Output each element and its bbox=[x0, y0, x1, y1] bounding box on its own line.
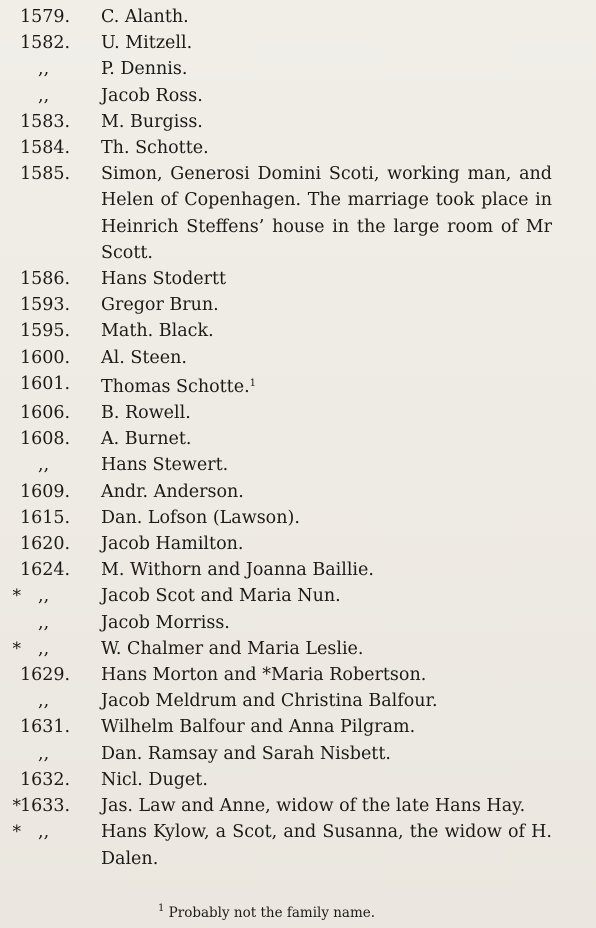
entry-year: ,, bbox=[38, 822, 50, 843]
register-entry bbox=[0, 426, 596, 452]
register-entry bbox=[0, 83, 596, 109]
entry-year: 1631. bbox=[20, 717, 71, 738]
entry-year: ,, bbox=[38, 59, 50, 80]
entry-year: ,, bbox=[38, 586, 50, 607]
entry-year: 1585. bbox=[20, 164, 71, 185]
entry-names: Thomas Schotte. bbox=[101, 376, 250, 397]
entry-year: 1624. bbox=[20, 560, 71, 581]
register-entry bbox=[0, 714, 596, 740]
entry-year: ,, bbox=[38, 612, 50, 633]
entry-names: Dan. Ramsay and Sarah Nisbett. bbox=[101, 743, 391, 764]
register-entry bbox=[0, 505, 596, 531]
asterisk-marker: * bbox=[12, 586, 21, 607]
entry-year: 1608. bbox=[20, 429, 71, 450]
entry-year: 1582. bbox=[20, 33, 71, 54]
register-entry bbox=[0, 531, 596, 557]
register-entry bbox=[0, 292, 596, 318]
entry-year: 1595. bbox=[20, 321, 71, 342]
entry-names: C. Alanth. bbox=[101, 7, 189, 27]
entry-year: 1600. bbox=[20, 347, 71, 368]
register-entry bbox=[0, 636, 596, 662]
entry-names: Th. Schotte. bbox=[101, 138, 209, 159]
register-entry bbox=[0, 819, 596, 871]
entry-names: Nicl. Duget. bbox=[101, 769, 208, 790]
entry-year: ,, bbox=[38, 743, 50, 764]
entry-names: Jacob Ross. bbox=[101, 85, 203, 106]
entry-year: ,, bbox=[38, 455, 50, 476]
entry-names: Jacob Morriss. bbox=[101, 612, 230, 633]
entry-year: 1629. bbox=[20, 665, 71, 686]
register-entry bbox=[0, 135, 596, 161]
register-entry bbox=[0, 318, 596, 344]
entry-names: A. Burnet. bbox=[101, 429, 192, 450]
entry-names: Al. Steen. bbox=[101, 347, 187, 368]
register-entry bbox=[0, 345, 596, 371]
entry-names: Hans Morton and *Maria Robertson. bbox=[101, 665, 427, 686]
register-entry bbox=[0, 266, 596, 292]
asterisk-marker: * bbox=[12, 638, 21, 659]
entry-year: 1615. bbox=[20, 507, 71, 528]
register-entry bbox=[0, 161, 596, 266]
entry-names: Jacob Hamilton. bbox=[101, 534, 244, 555]
entry-names: Andr. Anderson. bbox=[101, 481, 244, 502]
entry-year: 1586. bbox=[20, 269, 71, 290]
footnote-text: Probably not the family name. bbox=[168, 905, 376, 921]
entry-year: 1601. bbox=[20, 373, 71, 394]
entry-names: Math. Black. bbox=[101, 321, 214, 342]
entry-names: Dan. Lofson (Lawson). bbox=[101, 507, 300, 528]
register-entry bbox=[0, 109, 596, 135]
entry-year: 1584. bbox=[20, 138, 71, 159]
entry-year: 1579. bbox=[20, 7, 71, 27]
entry-names: Wilhelm Balfour and Anna Pilgram. bbox=[101, 717, 416, 738]
footnote-number: 1 bbox=[158, 903, 165, 914]
register-entry bbox=[0, 30, 596, 56]
entry-names: W. Chalmer and Maria Leslie. bbox=[101, 638, 364, 659]
register-entry bbox=[0, 400, 596, 426]
register-entry bbox=[0, 371, 596, 400]
asterisk-marker: * bbox=[12, 796, 21, 817]
entry-names: Jacob Meldrum and Christina Balfour. bbox=[101, 691, 438, 712]
entry-names: Simon, Generosi Domini Scoti, working man, and Helen of Copenhagen. The marriage took place in Heinrich Steffens’ house in the large room of Mr Scott. bbox=[101, 164, 552, 263]
register-entry bbox=[0, 793, 596, 819]
entry-year: 1633. bbox=[20, 796, 71, 817]
entry-year: 1606. bbox=[20, 403, 71, 424]
entry-year: 1583. bbox=[20, 111, 71, 132]
entry-year: 1609. bbox=[20, 481, 71, 502]
entry-year: ,, bbox=[38, 691, 50, 712]
footnote-reference: 1 bbox=[249, 377, 257, 389]
register-entry bbox=[0, 4, 596, 30]
register-entry bbox=[0, 610, 596, 636]
register-entry bbox=[0, 688, 596, 714]
entry-names: B. Rowell. bbox=[101, 403, 191, 424]
register-entry bbox=[0, 662, 596, 688]
entry-year: 1632. bbox=[20, 769, 71, 790]
register-entry bbox=[0, 452, 596, 478]
register-entry bbox=[0, 583, 596, 609]
entry-names: Gregor Brun. bbox=[101, 295, 219, 316]
entry-names: P. Dennis. bbox=[101, 59, 188, 80]
entry-year: ,, bbox=[38, 85, 50, 106]
register-entry bbox=[0, 767, 596, 793]
footnote bbox=[158, 900, 375, 922]
asterisk-marker: * bbox=[12, 822, 21, 843]
register-entry bbox=[0, 479, 596, 505]
register-entry bbox=[0, 557, 596, 583]
marriage-register-list bbox=[0, 4, 596, 872]
entry-year: 1593. bbox=[20, 295, 71, 316]
register-entry bbox=[0, 56, 596, 82]
entry-names: U. Mitzell. bbox=[101, 33, 193, 54]
entry-names: Jacob Scot and Maria Nun. bbox=[101, 586, 341, 607]
register-entry bbox=[0, 741, 596, 767]
entry-year: 1620. bbox=[20, 534, 71, 555]
entry-names: Jas. Law and Anne, widow of the late Hans Hay. bbox=[101, 796, 526, 817]
entry-names: M. Burgiss. bbox=[101, 111, 203, 132]
entry-names: Hans Kylow, a Scot, and Susanna, the widow of H. Dalen. bbox=[101, 822, 552, 869]
entry-names: M. Withorn and Joanna Baillie. bbox=[101, 560, 374, 581]
entry-year: ,, bbox=[38, 638, 50, 659]
entry-names: Hans Stewert. bbox=[101, 455, 229, 476]
entry-names: Hans Stodertt bbox=[101, 269, 227, 290]
